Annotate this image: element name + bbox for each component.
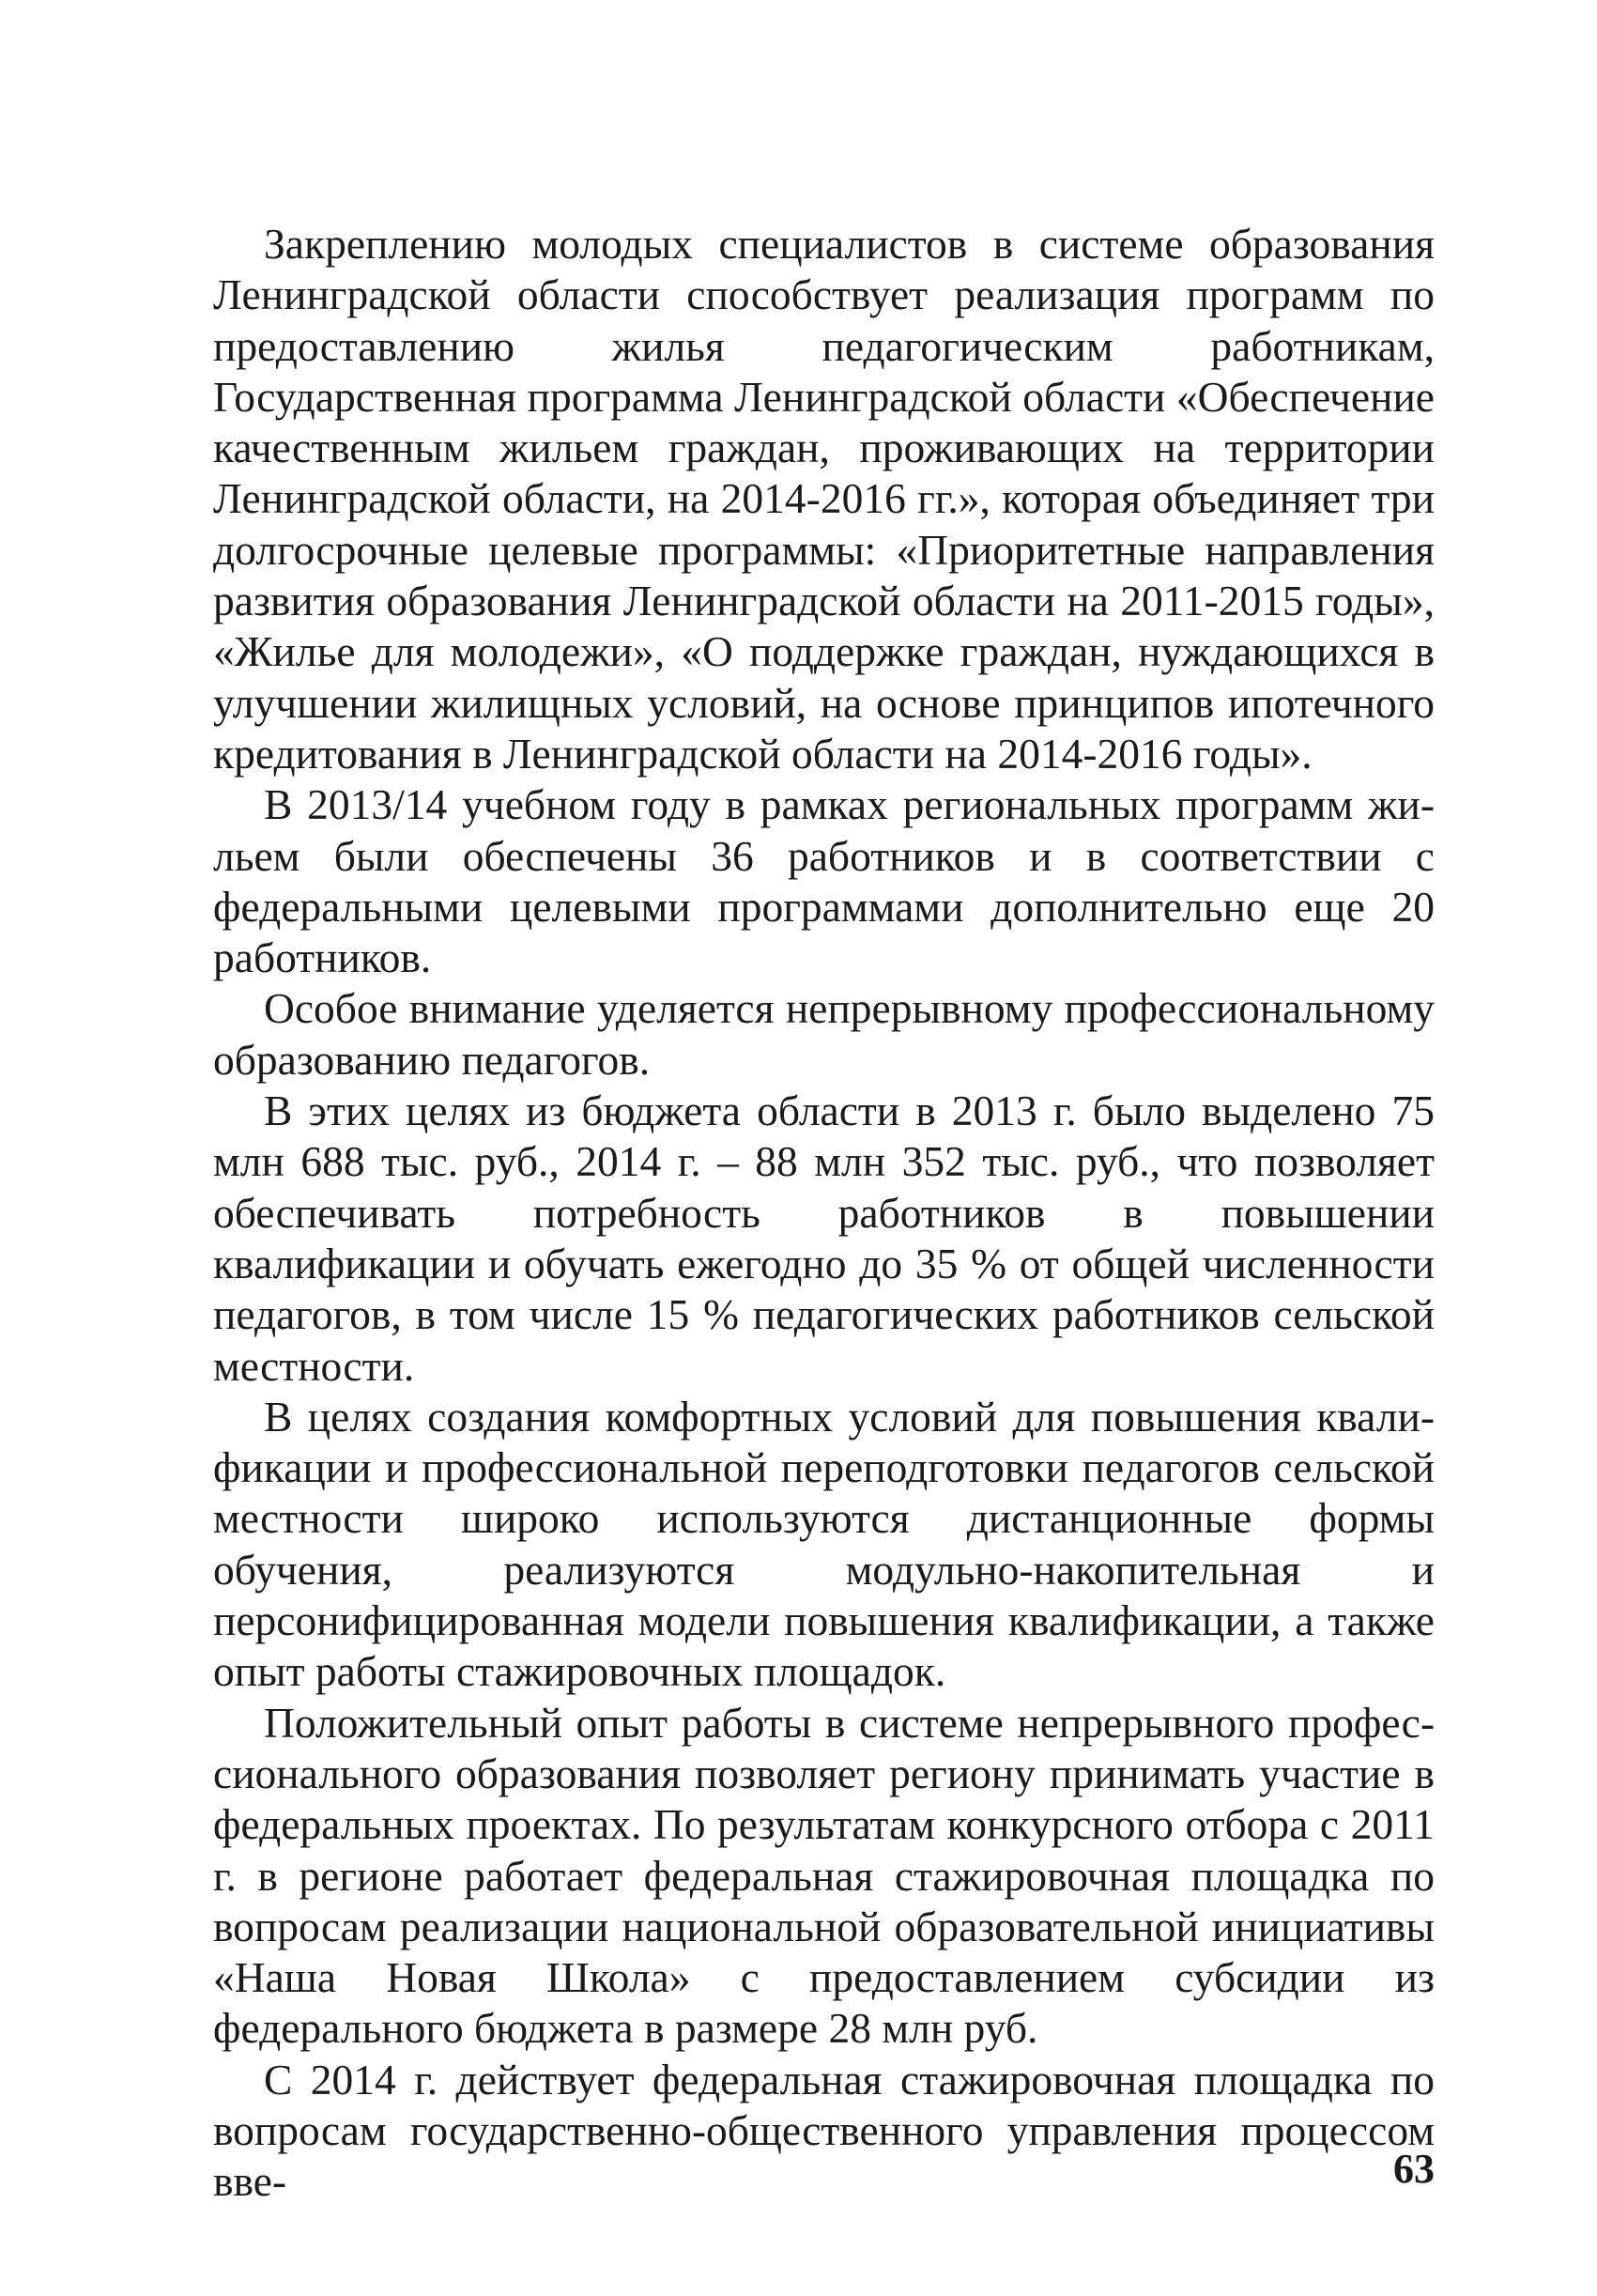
paragraph-budget: В этих целях из бюджета области в 2013 г. было выделено 75 млн 688 тыс. руб., 2014 г. – 88 млн 352 тыс. руб., что позволяет обеспечивать потребность работников в повышении квалификации и обучать ежегодно до 35 % от общей численности педагогов, в том числе 15 % педагогических работников сельской местности. bbox=[213, 1086, 1435, 1390]
page-number: 63 bbox=[1393, 2146, 1435, 2192]
paragraph-housing-provided: В 2013/14 учебном году в рамках региональных программ жильем были обеспечены 36 работников и в соответствии с федеральными целевыми программами дополнительно еще 20 работников. bbox=[213, 780, 1435, 982]
body-text bbox=[213, 219, 1435, 2208]
paragraph-federal-projects: Положительный опыт работы в системе непрерывного профессионального образования позволяет региону принимать участие в федеральных проектах. По результатам конкурсного отбора с 2011 г. в регионе работает федеральная стажировочная площадка по вопросам реализации национальной образовательной инициативы «Наша Новая Школа» с предоставлением субсидии из федерального бюджета в размере 28 млн руб. bbox=[213, 1698, 1435, 2053]
paragraph-internship-site: С 2014 г. действует федеральная стажировочная площадка по вопросам государственно-общественного управления процессом вве- bbox=[213, 2055, 1435, 2206]
paragraph-rural-teachers: В целях создания комфортных условий для повышения квалификации и профессиональной переподготовки педагогов сельской местности широко используются дистанционные формы обучения, реализуются модульно-накопительная и персонифицированная модели повышения квалификации, а также опыт работы стажировочных площадок. bbox=[213, 1392, 1435, 1696]
paragraph-housing-programs: Закреплению молодых специалистов в системе образования Ленинградской области способствует реализация программ по предоставлению жилья педагогическим работникам, Государственная программа Ленинградской области «Обеспечение качественным жильем граждан, проживающих на территории Ленинградской области, на 2014-2016 гг.», которая объединяет три долгосрочные целевые программы: «Приоритетные направления развития образования Ленинградской области на 2011-2015 годы», «Жилье для молодежи», «О поддержке граждан, нуждающихся в улучшении жилищных условий, на основе принципов ипотечного кредитования в Ленинградской области на 2014-2016 годы». bbox=[213, 220, 1435, 778]
paragraph-continuous-education: Особое внимание уделяется непрерывному профессиональному образованию педагогов. bbox=[213, 984, 1435, 1084]
